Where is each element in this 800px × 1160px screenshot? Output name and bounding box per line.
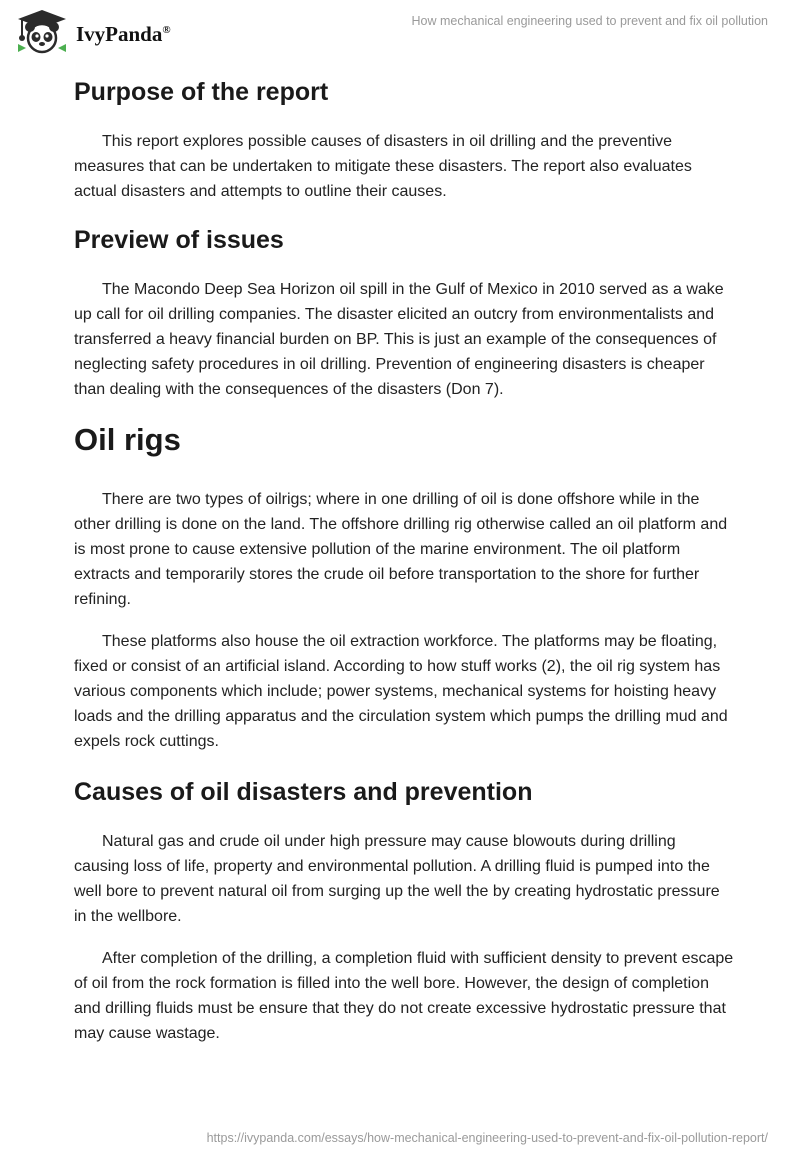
logo-text: IvyPanda® xyxy=(76,22,171,46)
heading-causes: Causes of oil disasters and prevention xyxy=(74,778,533,806)
paragraph-causes-1: Natural gas and crude oil under high pressure may cause blowouts during drilling causing loss of life, property and environmental pollution. A drilling fluid is pumped into the well bore to prevent natural oil from surging up the well the by creating hydrostatic pressure in the wellbore. xyxy=(74,833,720,925)
paragraph-oil-rigs-2: These platforms also house the oil extraction workforce. The platforms may be floating, fixed or consist of an artificial island. According to how stuff works (2), the oil rig system has various components which include; power systems, mechanical systems for hoisting heavy loads and the drilling apparatus and the circulation system which pumps the drilling mud and expels rock cuttings. xyxy=(74,633,728,750)
paragraph-preview: The Macondo Deep Sea Horizon oil spill in the Gulf of Mexico in 2010 served as a wake up call for oil drilling companies. The disaster elicited an outcry from environmentalists and transferred a heavy financial burden on BP. This is just an example of the consequences of neglecting safety procedures in oil drilling. Prevention of engineering disasters is cheaper than dealing with the consequences of the disasters (Don 7). xyxy=(74,281,724,398)
document-title: How mechanical engineering used to prevent and fix oil pollution xyxy=(411,14,768,28)
heading-preview: Preview of issues xyxy=(74,226,284,254)
heading-purpose: Purpose of the report xyxy=(74,78,329,106)
ivypanda-logo[interactable] xyxy=(14,8,214,54)
source-url[interactable]: https://ivypanda.com/essays/how-mechanical-engineering-used-to-prevent-and-fix-oil-pollution-report/ xyxy=(206,1131,768,1145)
header xyxy=(0,0,800,60)
paragraph-oil-rigs-1: There are two types of oilrigs; where in one drilling of oil is done offshore while in the other drilling is done on the land. The offshore drilling rig otherwise called an oil platform and is most prone to cause extensive pollution of the marine environment. The oil platform extracts and temporarily stores the crude oil before transportation to the shore for further refining. xyxy=(74,491,728,608)
report-content xyxy=(74,70,734,1046)
paragraph-purpose: This report explores possible causes of disasters in oil drilling and the preventive measures that can be undertaken to mitigate these disasters. The report also evaluates actual disasters and attempts to outline their causes. xyxy=(74,133,692,200)
panda-graduate-icon xyxy=(14,8,70,54)
paragraph-causes-2: After completion of the drilling, a completion fluid with sufficient density to prevent escape of oil from the rock formation is filled into the well bore. However, the design of completion and drilling fluids must be ensure that they do not create excessive hydrostatic pressure that may cause wastage. xyxy=(74,950,734,1042)
heading-oil-rigs: Oil rigs xyxy=(74,422,181,457)
